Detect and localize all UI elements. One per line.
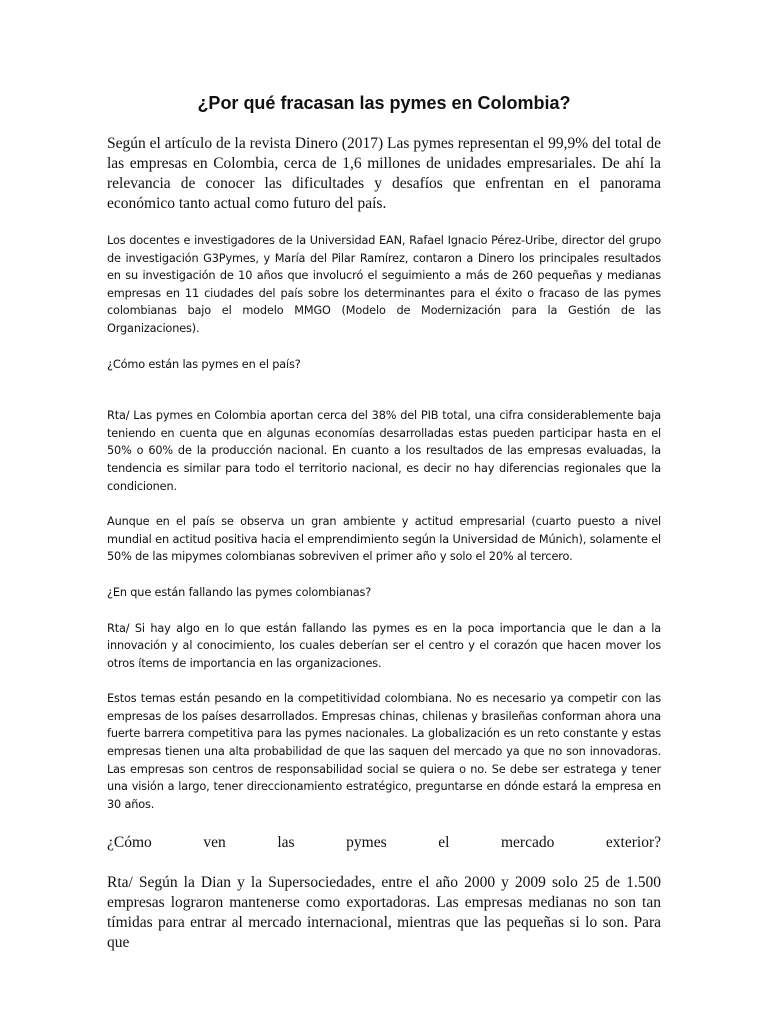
researchers-paragraph: Los docentes e investigadores de la Universidad EAN, Rafael Ignacio Pérez-Uribe, director del grupo de investigación G3Pymes, y María del Pilar Ramírez, contaron a Dinero los principales resultados en su investigación de 10 años que involucró el seguimiento a más de 260 pequeñas y medianas empresas en 11 ciudades del país sobre los determinantes para el éxito o fracaso de las pymes colombianas bajo el modelo MMGO (Modelo de Modernización para la Gestión de las Organizaciones). — [107, 234, 661, 335]
question-foreign-market: ¿Cómo ven las pymes el mercado exterior? — [107, 834, 661, 852]
competitiveness-paragraph: Estos temas están pesando en la competitividad colombiana. No es necesario ya competir con las empresas de los países desarrollados. Empresas chinas, chilenas y brasileñas conforman ahora una fuerte barrera competitiva para las pymes nacionales. La globalización es un reto constante y estas empresas tienen una alta probabilidad de que las saquen del mercado ya que no son innovadoras. Las empresas son centros de responsabilidad social se quiera o no. Se debe ser estratega y tener una visión a largo, tener direccionamiento estratégico, preguntarse en dónde estará la empresa en 30 años. — [107, 692, 661, 811]
document-page — [107, 92, 661, 953]
question-pymes-in-country: ¿Cómo están las pymes en el país? — [107, 357, 301, 371]
question-where-failing: ¿En que están fallando las pymes colombianas? — [107, 585, 372, 599]
survival-paragraph: Aunque en el país se observa un gran ambiente y actitud empresarial (cuarto puesto a nivel mundial en actitud positiva hacia el emprendimiento según la Universidad de Múnich), solamente el 50% de las mipymes colombianas sobreviven el primer año y solo el 20% al tercero. — [107, 515, 661, 564]
answer-where-failing: Rta/ Si hay algo en lo que están fallando las pymes es en la poca importancia que le dan a la innovación y al conocimiento, los cuales deberían ser el centro y el corazón que hacen mover los otros ítems de importancia en las organizaciones. — [107, 621, 661, 670]
document-title: ¿Por qué fracasan las pymes en Colombia? — [197, 93, 571, 113]
answer-pymes-in-country: Rta/ Las pymes en Colombia aportan cerca del 38% del PIB total, una cifra considerablemente baja teniendo en cuenta que en algunas economías desarrolladas estas pueden participar hasta en el 50% o 60% de la producción nacional. En cuanto a los resultados de las empresas evaluadas, la tendencia es similar para todo el territorio nacional, es decir no hay diferencias regionales que la condicionen. — [107, 409, 661, 493]
intro-paragraph: Según el artículo de la revista Dinero (2017) Las pymes representan el 99,9% del total de las empresas en Colombia, cerca de 1,6 millones de unidades empresariales. De ahí la relevancia de conocer las dificultades y desafíos que enfrentan en el panorama económico tanto actual como futuro del país. — [107, 135, 661, 212]
answer-foreign-market: Rta/ Según la Dian y la Supersociedades, entre el año 2000 y 2009 solo 25 de 1.500 empresas lograron mantenerse como exportadoras. Las empresas medianas no son tan tímidas para entrar al mercado internacional, mientras que las pequeñas si lo son. Para que — [107, 874, 661, 952]
